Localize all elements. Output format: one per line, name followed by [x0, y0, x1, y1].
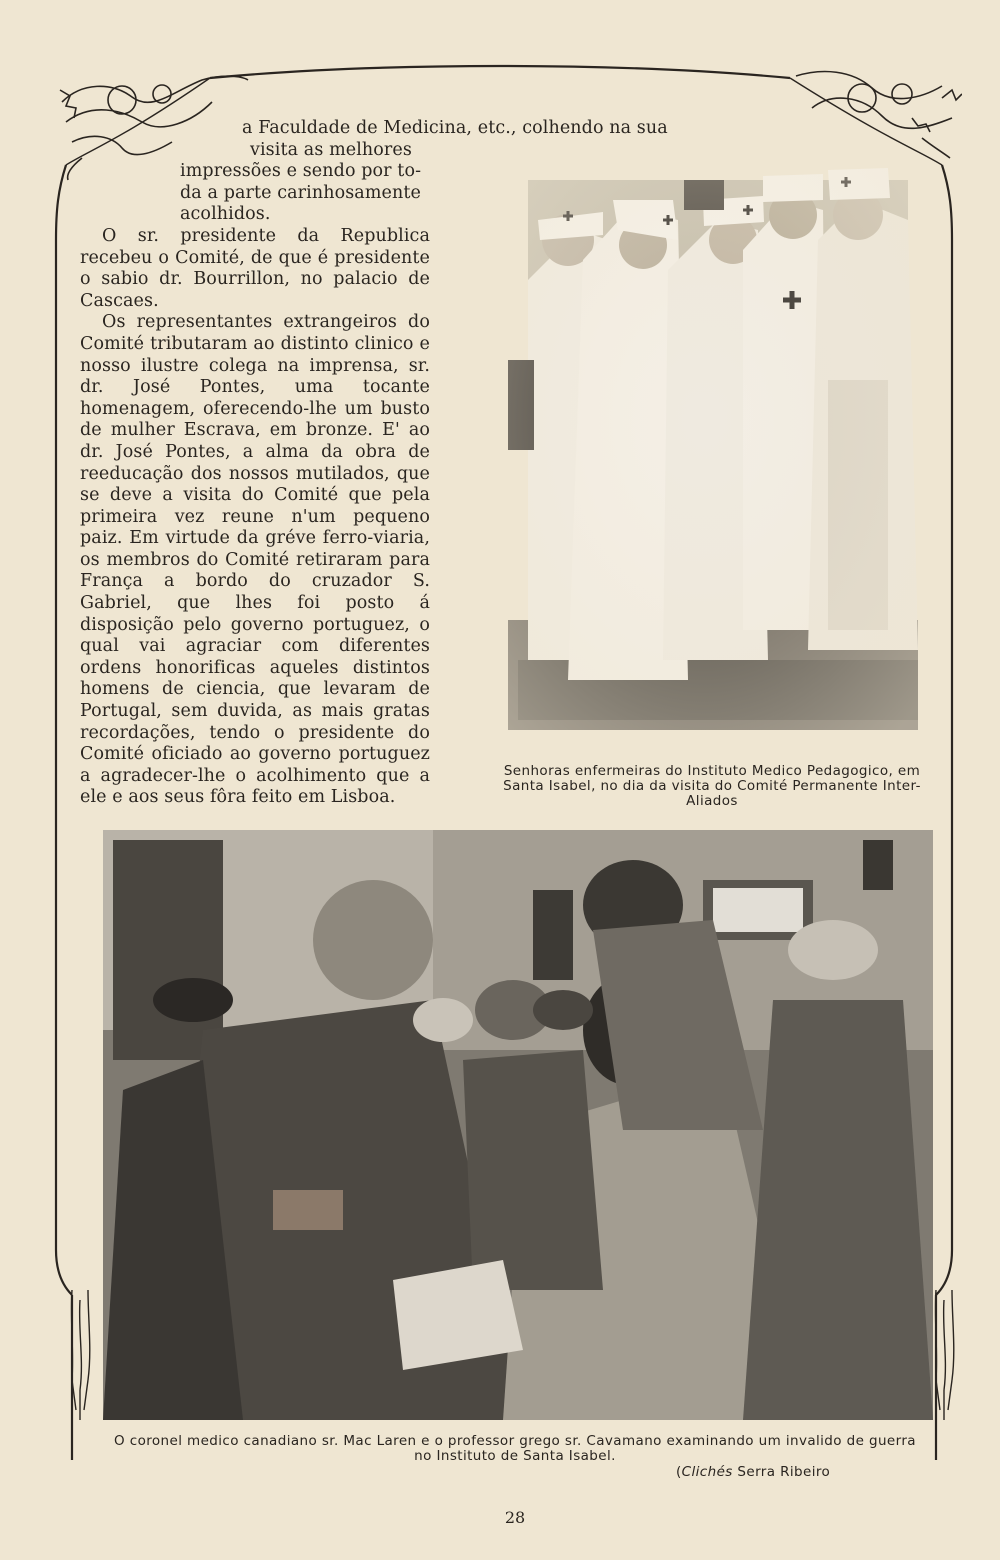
colonel-caption: O coronel medico canadiano sr. Mac Laren e o professor grego sr. Cavamano examinando um invalido de guerra no Instituto de Santa Isabel. — [114, 1433, 916, 1464]
nurses-caption: Senhoras enfermeiras do Instituto Medico Pedagogico, em Santa Isabel, no dia da visita do Comité Permanente Inter-Aliados — [503, 763, 921, 809]
page-number: 28 — [504, 1508, 526, 1527]
article-text — [80, 118, 668, 809]
corner-ornament-top-right — [792, 58, 962, 168]
article-paragraph-2: O sr. presidente da Republica recebeu o Comité, de que é presidente o sabio dr. Bourrillon, no palacio de Cascaes. — [80, 225, 430, 311]
article-paragraph-3: Os representantes extrangeiros do Comité tributaram ao distinto clinico e nosso ilustre colega na imprensa, sr. dr. José Pontes, uma tocante homenagem, oferecendo-lhe um busto de mulher Escrava, em bronze. E' ao dr. José Pontes, a alma da obra de reeducação dos nossos mutilados, que se deve a visita do Comité que pela primeira vez reune n'um pequeno paiz. Em virtude da gréve ferro-viaria, os membros do Comité retiraram para França a bordo do cruzador S. Gabriel, que lhes foi posto á disposição pelo governo portuguez, o qual vai agraciar com diferentes ordens honorificas aqueles distintos homens de ciencia, que levaram de Portugal, sem duvida, as mais gratas recordações, tendo o presidente do Comité oficiado ao governo portuguez a agradecer-lhe o acolhimento que a ele e aos seus fôra feito em Lisboa. — [80, 312, 430, 808]
article-paragraph-1: a Faculdade de Medicina, etc., colhendo na sua visita as melhores impressões e sendo por to- da a parte carinhosamente acolhidos. — [180, 118, 668, 225]
photo-credit: (Clichés Serra Ribeiro — [676, 1464, 831, 1480]
photo-colonel-examining-invalid — [103, 830, 933, 1420]
photo-nurses — [488, 160, 920, 738]
